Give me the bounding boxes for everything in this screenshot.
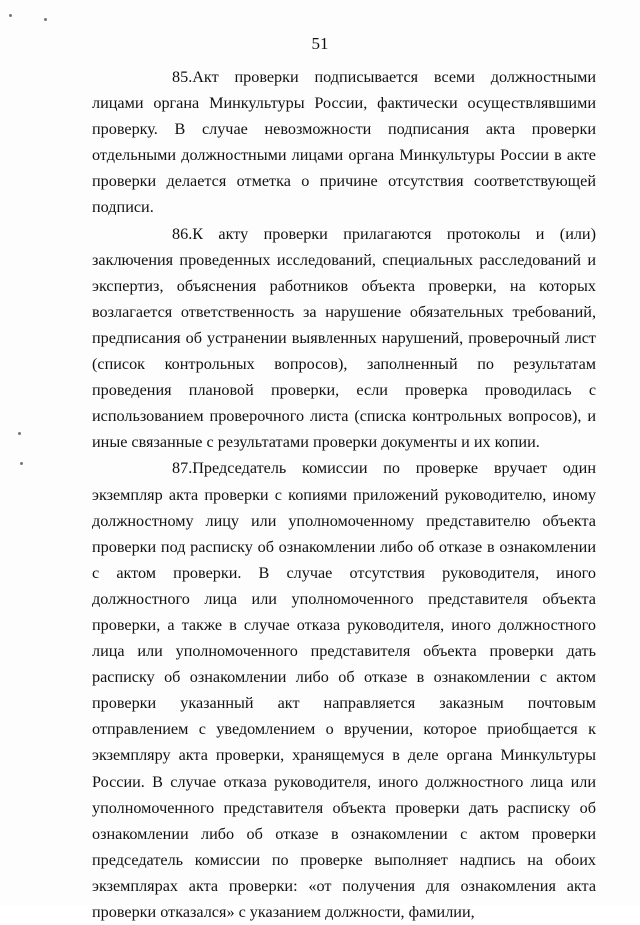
paragraph-number: 86. — [172, 224, 193, 243]
paragraph-text: Акт проверки подписывается всеми должностными лицами органа Минкультуры России, фактически осуществлявшими проверку. В случае невозможности подписания акта проверки отдельными должностными лицами органа Минкультуры России в акте проверки делается отметка о причине отсутствия соответствующей подписи. — [92, 68, 596, 217]
document-text — [92, 64, 596, 925]
page-number: 51 — [311, 34, 329, 53]
paragraph-text: Председатель комиссии по проверке вручает один экземпляр акта проверки с копиями приложений руководителю, иному должностному лицу или уполномоченному представителю объекта проверки под расписку об ознакомлении либо об отказе в ознакомлении с актом проверки. В случае отсутствия руководителя, иного должностного лица или уполномоченного представителя объекта проверки, а также в случае отказа руководителя, иного должностного лица или уполномоченного представителя объекта проверки дать расписку об ознакомлении либо об отказе в ознакомлении с актом проверки указанный акт направляется заказным почтовым отправлением с уведомлением о вручении, которое приобщается к экземпляру акта проверки, хранящемуся в деле органа Минкультуры России. В случае отказа руководителя, иного должностного лица или уполномоченного представителя объекта проверки дать расписку об ознакомлении либо об отказе в ознакомлении с актом проверки председатель комиссии по проверке выполняет надпись на обоих экземплярах акта проверки: «от получения для ознакомления акта проверки отказался» с указанием должности, фамилии, — [92, 459, 596, 921]
scan-mark — [44, 18, 47, 21]
paragraph-86 — [92, 221, 596, 456]
paragraph-text: К акту проверки прилагаются протоколы и (или) заключения проведенных исследований, специальных расследований и экспертиз, объяснения работников объекта проверки, на которых возлагается ответственность за нарушение обязательных требований, предписания об устранении выявленных нарушений, проверочный лист (список контрольных вопросов), заполненный по результатам проведения плановой проверки, если проверка проводилась с использованием проверочного листа (списка контрольных вопросов), и иные связанные с результатами проверки документы и их копии. — [92, 224, 596, 452]
paragraph-85 — [92, 64, 596, 221]
scan-mark — [20, 462, 23, 465]
paragraph-number: 87. — [172, 459, 193, 478]
scan-mark — [18, 432, 21, 435]
paragraph-number: 85. — [172, 68, 193, 86]
paragraph-87 — [92, 455, 596, 925]
scan-mark — [9, 14, 12, 17]
